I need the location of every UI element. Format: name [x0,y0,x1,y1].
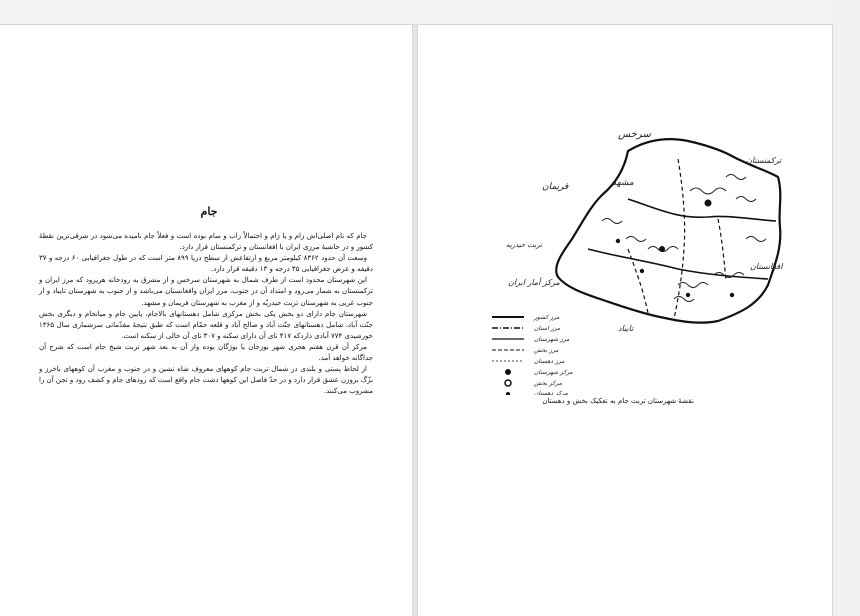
district-center-dot [659,246,665,252]
village-dot [686,293,690,297]
label-taybad: تایباد [618,324,634,333]
page-title: جام [200,205,218,218]
place-scribble [736,197,756,202]
district-border [674,159,685,319]
legend-symbol [505,369,511,375]
paragraph: از لحاظ پستی و بلندی در شمال تربت جام کوههای معروف شاه نشین و در جنوب و مغرب آن کوههای باخرز و بزّگ بروزن عشق قرار دارد و در حدّ فاصل این کوهها دشت جام واقع است که رودهای جام و کشف رود و تجن آن را مشروب می‌کنند. [39,365,373,396]
paragraph: جام که نام اصلی‌اش زام و یا ژام و احتمالاً زاب و سام بوده است و فعلاً جام نامیده می‌شود در شرقی‌ترین نقطهٔ کشور و در حاشیهٔ مرزی ایران با افغانستان و ترکمنستان قرار دارد. [39,232,373,252]
legend-label: مرکز بخش [534,380,562,387]
label-fariman: فریمان [542,182,569,192]
paragraph: وسعت آن حدود ۸۳۶۲ کیلومتر مربع و ارتفاعش از سطح دریا ۸۹۹ متر است که در طول جغرافیایی ۶۰ درجه و ۳۷ دقیقه و عرض جغرافیایی ۳۵ درجه و ۱۳ دقیقه قرار دارد. [39,254,373,274]
legend-symbol [506,392,510,395]
label-mashhad: مشهد [612,178,634,188]
village-dot [640,269,644,273]
legend-label: مرز دهستان [534,358,565,365]
district-map [478,99,798,395]
legend-label: مرکز شهرستان [534,369,573,376]
paragraph: این شهرستان محدود است از طرف شمال به شهرستان سرخس و از مشرق به رودخانه هریرود که مرز ایران و ترکمنستان به شمار می‌رود و امتداد آن در جنوب، مرز ایران وافغانستان می‌باشد و از جنوب به شهرستان تایباد و از جنوب غربی به شهرستان تربت حیدریّه و از مغرب به شهرستان فریمان و مشهد. [39,276,373,307]
map-legend [492,314,574,395]
label-markaz: مرکز آمار ایران [508,278,560,287]
county-boundary [556,139,780,323]
label-torbat-heydarieh: تربت حیدریه [506,241,543,249]
article-body [39,231,373,397]
legend-symbol [505,380,511,386]
place-scribble [746,237,766,242]
legend-label: مرز استان [534,325,561,332]
label-torkmanestan: ترکمنستان [746,156,782,165]
district-border [628,199,776,221]
place-scribble [678,283,708,288]
page-left [0,24,413,616]
place-scribble [726,175,746,180]
place-scribble [602,219,622,224]
legend-label: مرکز دهستان [534,390,568,395]
district-border [628,249,648,313]
county-center-dot [705,200,712,207]
district-border [718,219,726,281]
legend-label: مرز بخش [534,347,559,354]
label-sarakhs: سرخس [618,129,651,140]
place-scribble [690,188,726,194]
village-dot [730,293,734,297]
legend-label: مرز کشور [534,314,560,321]
page-right [417,24,833,616]
legend-label: مرز شهرستان [534,336,570,343]
label-afghanestan: افغانستان [750,262,783,271]
viewer-margin [833,0,860,616]
map-drawing [478,99,798,395]
village-dot [616,239,620,243]
place-scribble [626,237,646,242]
paragraph: شهرستان جام دارای دو بخش یکی بخش مرکزی شامل دهستانهای بالاجام، پایین جام و میانجام و دیگری بخش جنّت آباد، شامل دهستانهای جنّت آباد و صالح آباد و قلعه حمّام است که طبق نتیجهٔ مقدّماتی سرشماری سال ۱۳۶۵ خورشیدی ۷۷۴ آبادی داردکه ۴۱۷ تای آن دارای سکنه و ۳۰۷ تای آن خالی از سکنه است. [39,309,373,340]
map-caption: نقشهٔ شهرستان تربت جام به تفکیک بخش و دهستان [542,397,694,405]
paragraph: مرکز آن قرن هفتم هجری شهر بوزجان یا بوژگان بوده واز آن به بعد شهر تربت شیخ جام است که شرح آن جداگانه خواهد آمد. [39,342,373,363]
district-border [588,249,768,279]
